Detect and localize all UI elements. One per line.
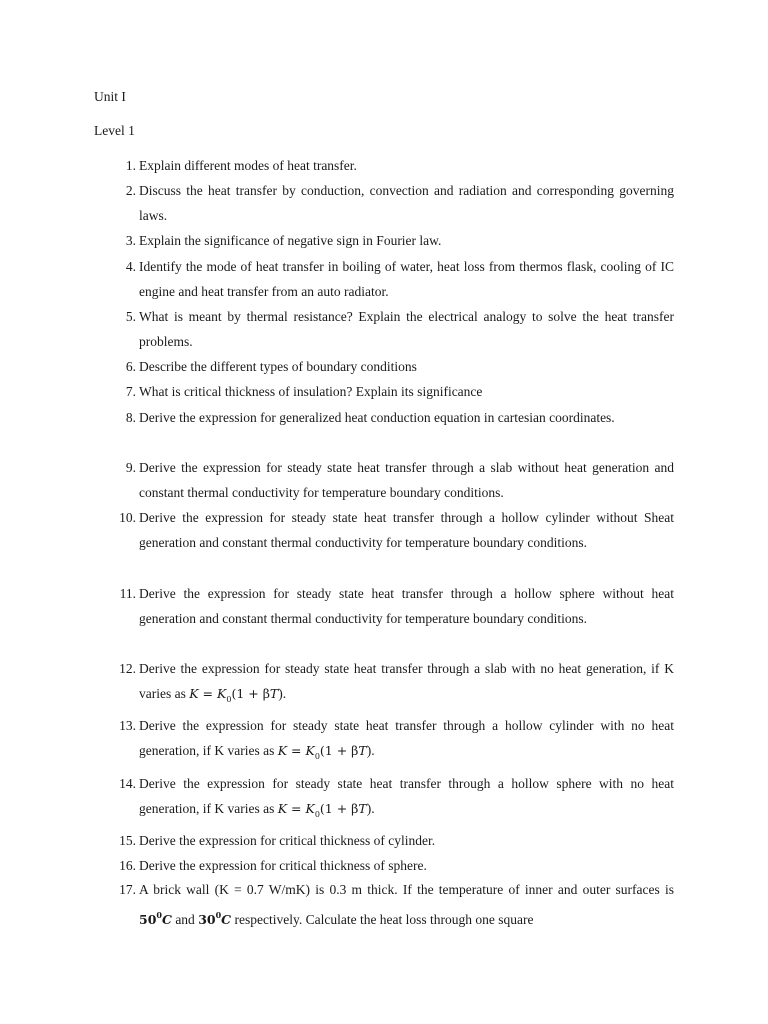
question-text: Identify the mode of heat transfer in boiling of water, heat loss from thermos flask, cooling of IC engine and heat transfer from an auto radiator. <box>139 259 674 299</box>
question-item <box>100 581 674 631</box>
question-number: 10. <box>119 510 136 525</box>
question-text: Derive the expression for critical thickness of sphere. <box>139 858 427 873</box>
question-number: 5. <box>125 309 136 324</box>
question-text: Derive the expression for steady state heat transfer through a slab with no heat generation, if K varies as $K = K_0(1 + \beta T)$. <box>139 661 674 704</box>
question-item <box>100 354 674 379</box>
conductivity-formula: $K = K_0(1 + \beta T$ <box>189 686 279 704</box>
question-text: Derive the expression for generalized heat conduction equation in cartesian coordinates. <box>139 410 615 425</box>
question-item <box>100 455 674 505</box>
temperature-outer: $30^0C$ <box>198 910 232 927</box>
question-number: 17. <box>119 882 136 897</box>
question-number: 7. <box>125 384 136 399</box>
level-heading: Level 1 <box>94 123 135 138</box>
unit-heading: Unit I <box>94 89 126 104</box>
question-number: 13. <box>119 718 136 733</box>
question-number: 8. <box>125 410 136 425</box>
question-number: 2. <box>125 183 136 198</box>
question-number: 15. <box>119 833 136 848</box>
question-text: Derive the expression for steady state heat transfer through a slab without heat generation and constant thermal conductivity for temperature boundary conditions. <box>139 460 674 500</box>
question-text: What is critical thickness of insulation? Explain its significance <box>139 384 483 399</box>
question-number: 1. <box>125 158 136 173</box>
question-text: Discuss the heat transfer by conduction, convection and radiation and corresponding governing laws. <box>139 183 674 223</box>
question-text: Derive the expression for steady state heat transfer through a hollow cylinder without Sheat generation and constant thermal conductivity for temperature boundary conditions. <box>139 510 674 550</box>
question-item <box>100 304 674 354</box>
question-text: Explain the significance of negative sign in Fourier law. <box>139 233 442 248</box>
question-text: Describe the different types of boundary conditions <box>139 359 417 374</box>
question-item <box>100 878 674 938</box>
question-text: Derive the expression for steady state heat transfer through a hollow sphere without heat generation and constant thermal conductivity for temperature boundary conditions. <box>139 586 674 626</box>
question-text: What is meant by thermal resistance? Explain the electrical analogy to solve the heat transfer problems. <box>139 309 674 349</box>
question-item <box>100 828 674 853</box>
question-item <box>100 713 674 763</box>
question-item <box>100 178 674 228</box>
question-number: 6. <box>125 359 136 374</box>
question-number: 16. <box>119 858 136 873</box>
question-item <box>100 405 674 430</box>
question-item <box>100 254 674 304</box>
question-text: Derive the expression for steady state heat transfer through a hollow cylinder with no heat generation, if K varies as $K = K_0(1 + \beta T)$. <box>139 718 674 761</box>
question-number: 3. <box>125 233 136 248</box>
question-item <box>100 228 674 253</box>
question-number: 4. <box>125 259 136 274</box>
question-item <box>100 505 674 555</box>
conductivity-formula: $K = K_0(1 + \beta T$ <box>277 801 367 819</box>
question-item <box>100 379 674 404</box>
question-number: 11. <box>119 586 136 601</box>
question-text: Derive the expression for steady state heat transfer through a hollow sphere with no heat generation, if K varies as $K = K_0(1 + \beta T)$. <box>139 776 674 819</box>
question-number: 9. <box>125 460 136 475</box>
question-item <box>100 153 674 178</box>
question-number: 14. <box>119 776 136 791</box>
question-text: A brick wall (K = 0.7 W/mK) is 0.3 m thick. If the temperature of inner and outer surfaces is $50^0C$ and $30^0C$ respectively. Calculate the heat loss through one square <box>139 882 674 927</box>
question-text: Derive the expression for critical thickness of cylinder. <box>139 833 436 848</box>
temperature-inner: $50^0C$ <box>139 910 172 927</box>
question-item <box>100 656 674 706</box>
question-number: 12. <box>119 661 136 676</box>
question-item <box>100 771 674 821</box>
question-text: Explain different modes of heat transfer. <box>139 158 357 173</box>
conductivity-formula: $K = K_0(1 + \beta T$ <box>277 743 367 761</box>
